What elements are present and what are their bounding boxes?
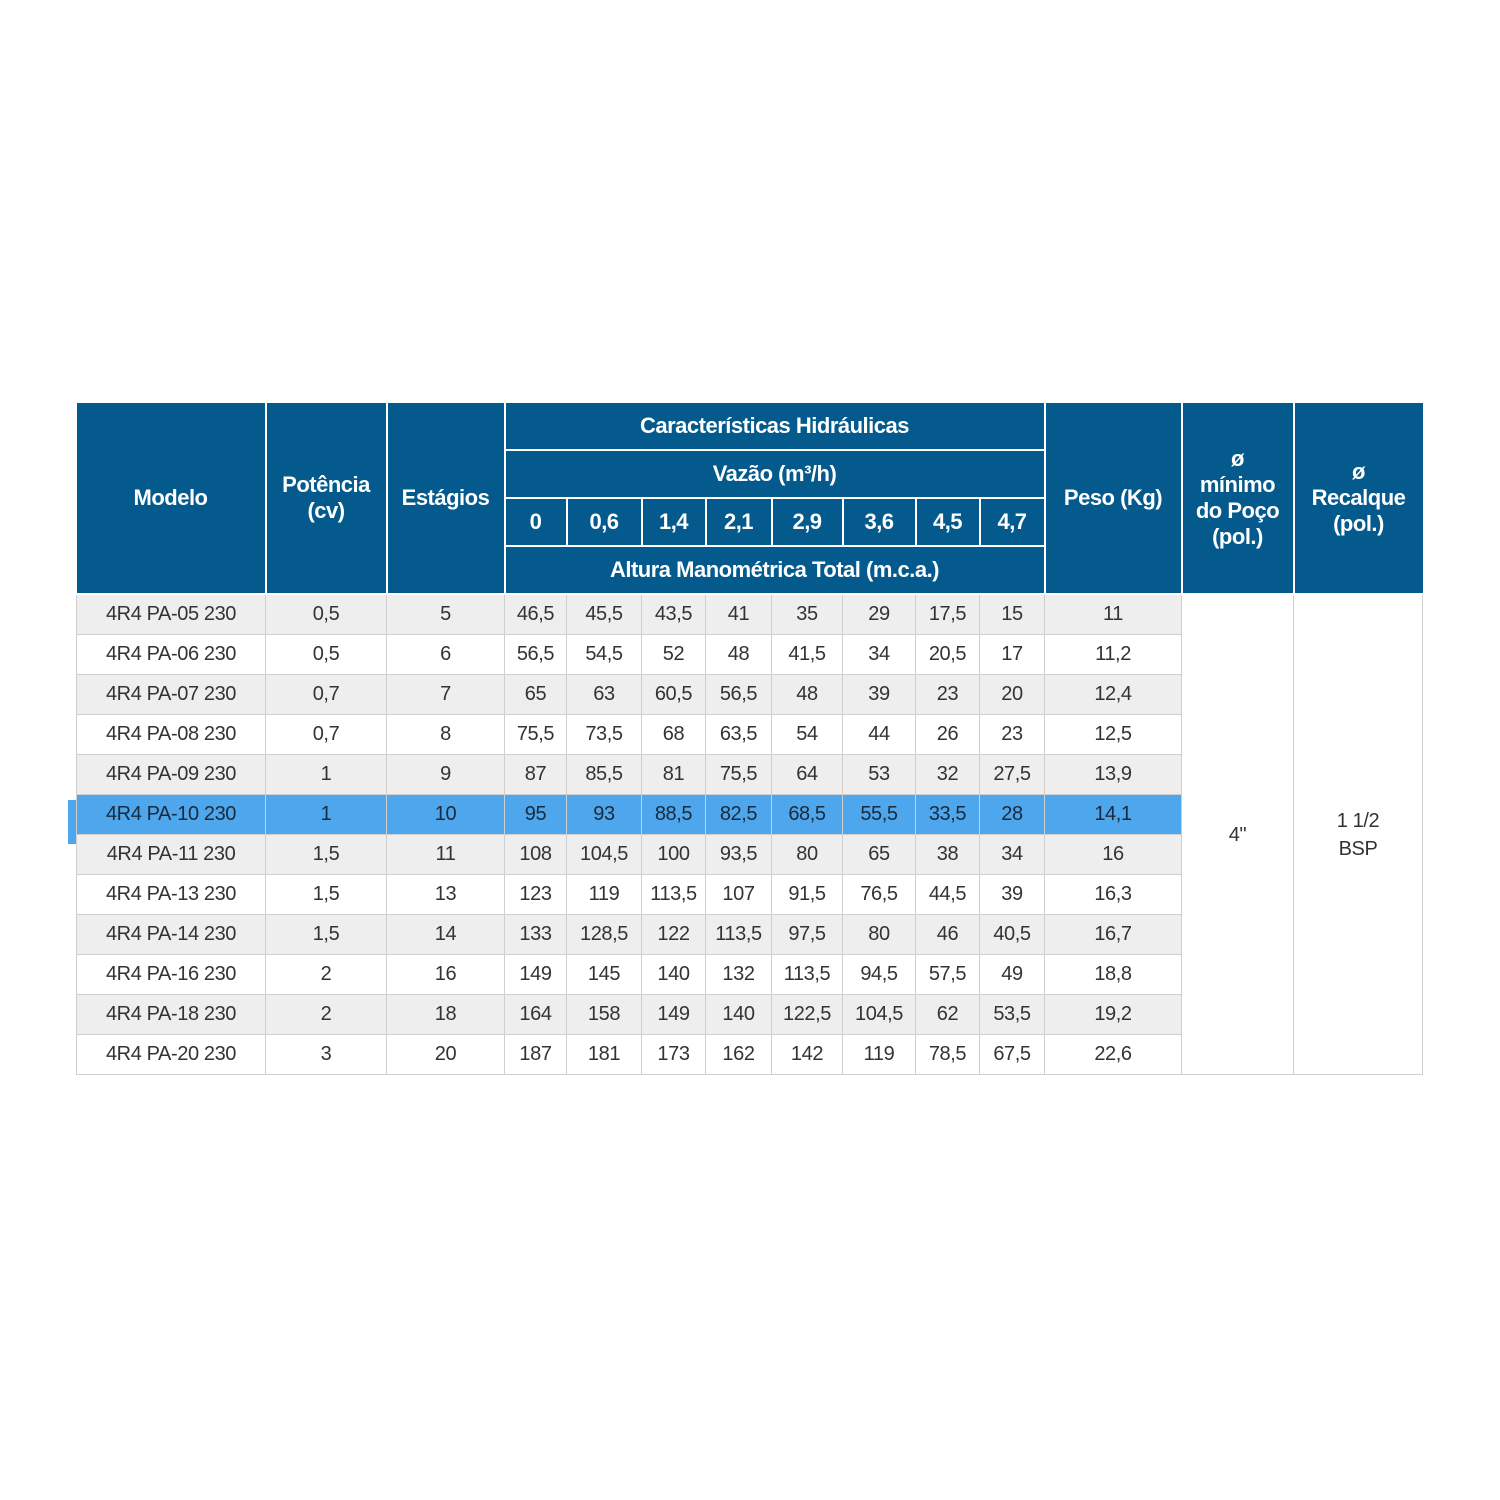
- cell-estagios: 10: [387, 795, 505, 835]
- header-flow-2: 1,4: [642, 498, 706, 546]
- cell-potencia: 0,5: [266, 635, 387, 675]
- cell-altura-7: 15: [980, 594, 1045, 635]
- cell-peso: 19,2: [1045, 995, 1182, 1035]
- cell-altura-2: 122: [642, 915, 706, 955]
- header-flow-3: 2,1: [706, 498, 772, 546]
- header-altura: Altura Manométrica Total (m.c.a.): [505, 546, 1045, 594]
- cell-altura-7: 40,5: [980, 915, 1045, 955]
- cell-potencia: 1,5: [266, 835, 387, 875]
- cell-peso: 12,4: [1045, 675, 1182, 715]
- cell-altura-1: 181: [567, 1035, 642, 1075]
- cell-altura-2: 100: [642, 835, 706, 875]
- cell-altura-6: 62: [916, 995, 980, 1035]
- cell-altura-1: 73,5: [567, 715, 642, 755]
- cell-altura-0: 87: [505, 755, 567, 795]
- cell-modelo: 4R4 PA-20 230: [77, 1035, 266, 1075]
- cell-altura-1: 54,5: [567, 635, 642, 675]
- pump-spec-table: [76, 403, 1423, 1075]
- cell-altura-0: 56,5: [505, 635, 567, 675]
- header-estagios: Estágios: [387, 403, 505, 594]
- cell-poco: 4": [1182, 594, 1294, 1075]
- cell-altura-7: 34: [980, 835, 1045, 875]
- cell-altura-3: 56,5: [706, 675, 772, 715]
- header-caracteristicas: Características Hidráulicas: [505, 403, 1045, 450]
- cell-altura-0: 65: [505, 675, 567, 715]
- cell-peso: 16,3: [1045, 875, 1182, 915]
- cell-altura-4: 35: [772, 594, 843, 635]
- cell-peso: 11: [1045, 594, 1182, 635]
- cell-altura-2: 52: [642, 635, 706, 675]
- header-flow-0: 0: [505, 498, 567, 546]
- cell-altura-3: 140: [706, 995, 772, 1035]
- cell-estagios: 16: [387, 955, 505, 995]
- cell-altura-5: 53: [843, 755, 916, 795]
- cell-altura-2: 68: [642, 715, 706, 755]
- cell-altura-6: 23: [916, 675, 980, 715]
- cell-altura-5: 34: [843, 635, 916, 675]
- cell-estagios: 5: [387, 594, 505, 635]
- header-modelo: Modelo: [77, 403, 266, 594]
- cell-modelo: 4R4 PA-06 230: [77, 635, 266, 675]
- cell-potencia: 0,7: [266, 675, 387, 715]
- cell-altura-5: 29: [843, 594, 916, 635]
- cell-altura-4: 80: [772, 835, 843, 875]
- cell-altura-7: 17: [980, 635, 1045, 675]
- header-peso: Peso (Kg): [1045, 403, 1182, 594]
- cell-modelo: 4R4 PA-14 230: [77, 915, 266, 955]
- cell-altura-6: 46: [916, 915, 980, 955]
- cell-altura-4: 41,5: [772, 635, 843, 675]
- cell-estagios: 18: [387, 995, 505, 1035]
- cell-peso: 11,2: [1045, 635, 1182, 675]
- cell-altura-2: 140: [642, 955, 706, 995]
- cell-modelo: 4R4 PA-08 230: [77, 715, 266, 755]
- cell-modelo: 4R4 PA-09 230: [77, 755, 266, 795]
- cell-potencia: 1,5: [266, 915, 387, 955]
- cell-altura-5: 119: [843, 1035, 916, 1075]
- cell-modelo: 4R4 PA-10 230: [77, 795, 266, 835]
- cell-peso: 14,1: [1045, 795, 1182, 835]
- cell-altura-2: 113,5: [642, 875, 706, 915]
- cell-altura-6: 26: [916, 715, 980, 755]
- cell-altura-6: 32: [916, 755, 980, 795]
- cell-potencia: 0,5: [266, 594, 387, 635]
- cell-altura-0: 46,5: [505, 594, 567, 635]
- cell-altura-1: 85,5: [567, 755, 642, 795]
- cell-altura-3: 162: [706, 1035, 772, 1075]
- cell-estagios: 11: [387, 835, 505, 875]
- cell-altura-0: 123: [505, 875, 567, 915]
- cell-altura-3: 75,5: [706, 755, 772, 795]
- cell-altura-5: 39: [843, 675, 916, 715]
- cell-altura-3: 107: [706, 875, 772, 915]
- cell-potencia: 1,5: [266, 875, 387, 915]
- cell-recalque: 1 1/2 BSP: [1294, 594, 1423, 1075]
- header-potencia: Potência (cv): [266, 403, 387, 594]
- cell-potencia: 0,7: [266, 715, 387, 755]
- cell-altura-6: 38: [916, 835, 980, 875]
- cell-altura-2: 60,5: [642, 675, 706, 715]
- cell-altura-7: 39: [980, 875, 1045, 915]
- cell-modelo: 4R4 PA-11 230: [77, 835, 266, 875]
- cell-altura-3: 82,5: [706, 795, 772, 835]
- cell-altura-6: 20,5: [916, 635, 980, 675]
- cell-altura-1: 119: [567, 875, 642, 915]
- cell-altura-6: 33,5: [916, 795, 980, 835]
- cell-altura-7: 23: [980, 715, 1045, 755]
- header-flow-1: 0,6: [567, 498, 642, 546]
- cell-peso: 13,9: [1045, 755, 1182, 795]
- cell-estagios: 20: [387, 1035, 505, 1075]
- cell-altura-4: 64: [772, 755, 843, 795]
- cell-altura-1: 45,5: [567, 594, 642, 635]
- cell-estagios: 14: [387, 915, 505, 955]
- cell-altura-3: 93,5: [706, 835, 772, 875]
- cell-altura-2: 173: [642, 1035, 706, 1075]
- cell-peso: 16: [1045, 835, 1182, 875]
- cell-altura-0: 149: [505, 955, 567, 995]
- cell-modelo: 4R4 PA-18 230: [77, 995, 266, 1035]
- cell-estagios: 7: [387, 675, 505, 715]
- cell-peso: 12,5: [1045, 715, 1182, 755]
- cell-peso: 16,7: [1045, 915, 1182, 955]
- cell-potencia: 1: [266, 795, 387, 835]
- cell-altura-7: 20: [980, 675, 1045, 715]
- cell-altura-7: 67,5: [980, 1035, 1045, 1075]
- cell-altura-6: 78,5: [916, 1035, 980, 1075]
- cell-altura-7: 28: [980, 795, 1045, 835]
- cell-altura-0: 108: [505, 835, 567, 875]
- cell-potencia: 2: [266, 955, 387, 995]
- cell-altura-5: 94,5: [843, 955, 916, 995]
- cell-altura-1: 93: [567, 795, 642, 835]
- cell-altura-1: 63: [567, 675, 642, 715]
- cell-altura-2: 149: [642, 995, 706, 1035]
- cell-altura-0: 133: [505, 915, 567, 955]
- cell-potencia: 2: [266, 995, 387, 1035]
- cell-altura-1: 104,5: [567, 835, 642, 875]
- cell-altura-4: 113,5: [772, 955, 843, 995]
- cell-altura-5: 80: [843, 915, 916, 955]
- cell-altura-6: 57,5: [916, 955, 980, 995]
- cell-altura-2: 43,5: [642, 594, 706, 635]
- cell-altura-7: 53,5: [980, 995, 1045, 1035]
- cell-modelo: 4R4 PA-13 230: [77, 875, 266, 915]
- cell-altura-4: 48: [772, 675, 843, 715]
- cell-altura-3: 48: [706, 635, 772, 675]
- cell-peso: 18,8: [1045, 955, 1182, 995]
- cell-altura-7: 27,5: [980, 755, 1045, 795]
- cell-altura-5: 55,5: [843, 795, 916, 835]
- cell-altura-4: 54: [772, 715, 843, 755]
- cell-altura-0: 95: [505, 795, 567, 835]
- cell-modelo: 4R4 PA-07 230: [77, 675, 266, 715]
- cell-altura-6: 17,5: [916, 594, 980, 635]
- cell-altura-4: 122,5: [772, 995, 843, 1035]
- cell-altura-1: 158: [567, 995, 642, 1035]
- table-row: [77, 594, 1423, 635]
- cell-altura-1: 128,5: [567, 915, 642, 955]
- cell-altura-0: 187: [505, 1035, 567, 1075]
- cell-estagios: 8: [387, 715, 505, 755]
- cell-altura-4: 142: [772, 1035, 843, 1075]
- header-vazao: Vazão (m³/h): [505, 450, 1045, 498]
- cell-altura-2: 81: [642, 755, 706, 795]
- cell-altura-3: 63,5: [706, 715, 772, 755]
- cell-modelo: 4R4 PA-05 230: [77, 594, 266, 635]
- cell-altura-5: 65: [843, 835, 916, 875]
- header-flow-6: 4,5: [916, 498, 980, 546]
- cell-potencia: 1: [266, 755, 387, 795]
- cell-altura-3: 132: [706, 955, 772, 995]
- cell-altura-4: 97,5: [772, 915, 843, 955]
- header-recalque: ø Recalque (pol.): [1294, 403, 1423, 594]
- header-poco: ø mínimo do Poço (pol.): [1182, 403, 1294, 594]
- cell-estagios: 9: [387, 755, 505, 795]
- cell-altura-7: 49: [980, 955, 1045, 995]
- cell-altura-5: 44: [843, 715, 916, 755]
- cell-altura-4: 91,5: [772, 875, 843, 915]
- cell-modelo: 4R4 PA-16 230: [77, 955, 266, 995]
- cell-altura-6: 44,5: [916, 875, 980, 915]
- cell-potencia: 3: [266, 1035, 387, 1075]
- cell-estagios: 6: [387, 635, 505, 675]
- cell-estagios: 13: [387, 875, 505, 915]
- cell-altura-1: 145: [567, 955, 642, 995]
- cell-altura-0: 75,5: [505, 715, 567, 755]
- cell-altura-2: 88,5: [642, 795, 706, 835]
- header-flow-7: 4,7: [980, 498, 1045, 546]
- header-flow-4: 2,9: [772, 498, 843, 546]
- cell-altura-0: 164: [505, 995, 567, 1035]
- cell-altura-3: 113,5: [706, 915, 772, 955]
- header-flow-5: 3,6: [843, 498, 916, 546]
- cell-altura-5: 76,5: [843, 875, 916, 915]
- cell-altura-5: 104,5: [843, 995, 916, 1035]
- cell-peso: 22,6: [1045, 1035, 1182, 1075]
- cell-altura-3: 41: [706, 594, 772, 635]
- cell-altura-4: 68,5: [772, 795, 843, 835]
